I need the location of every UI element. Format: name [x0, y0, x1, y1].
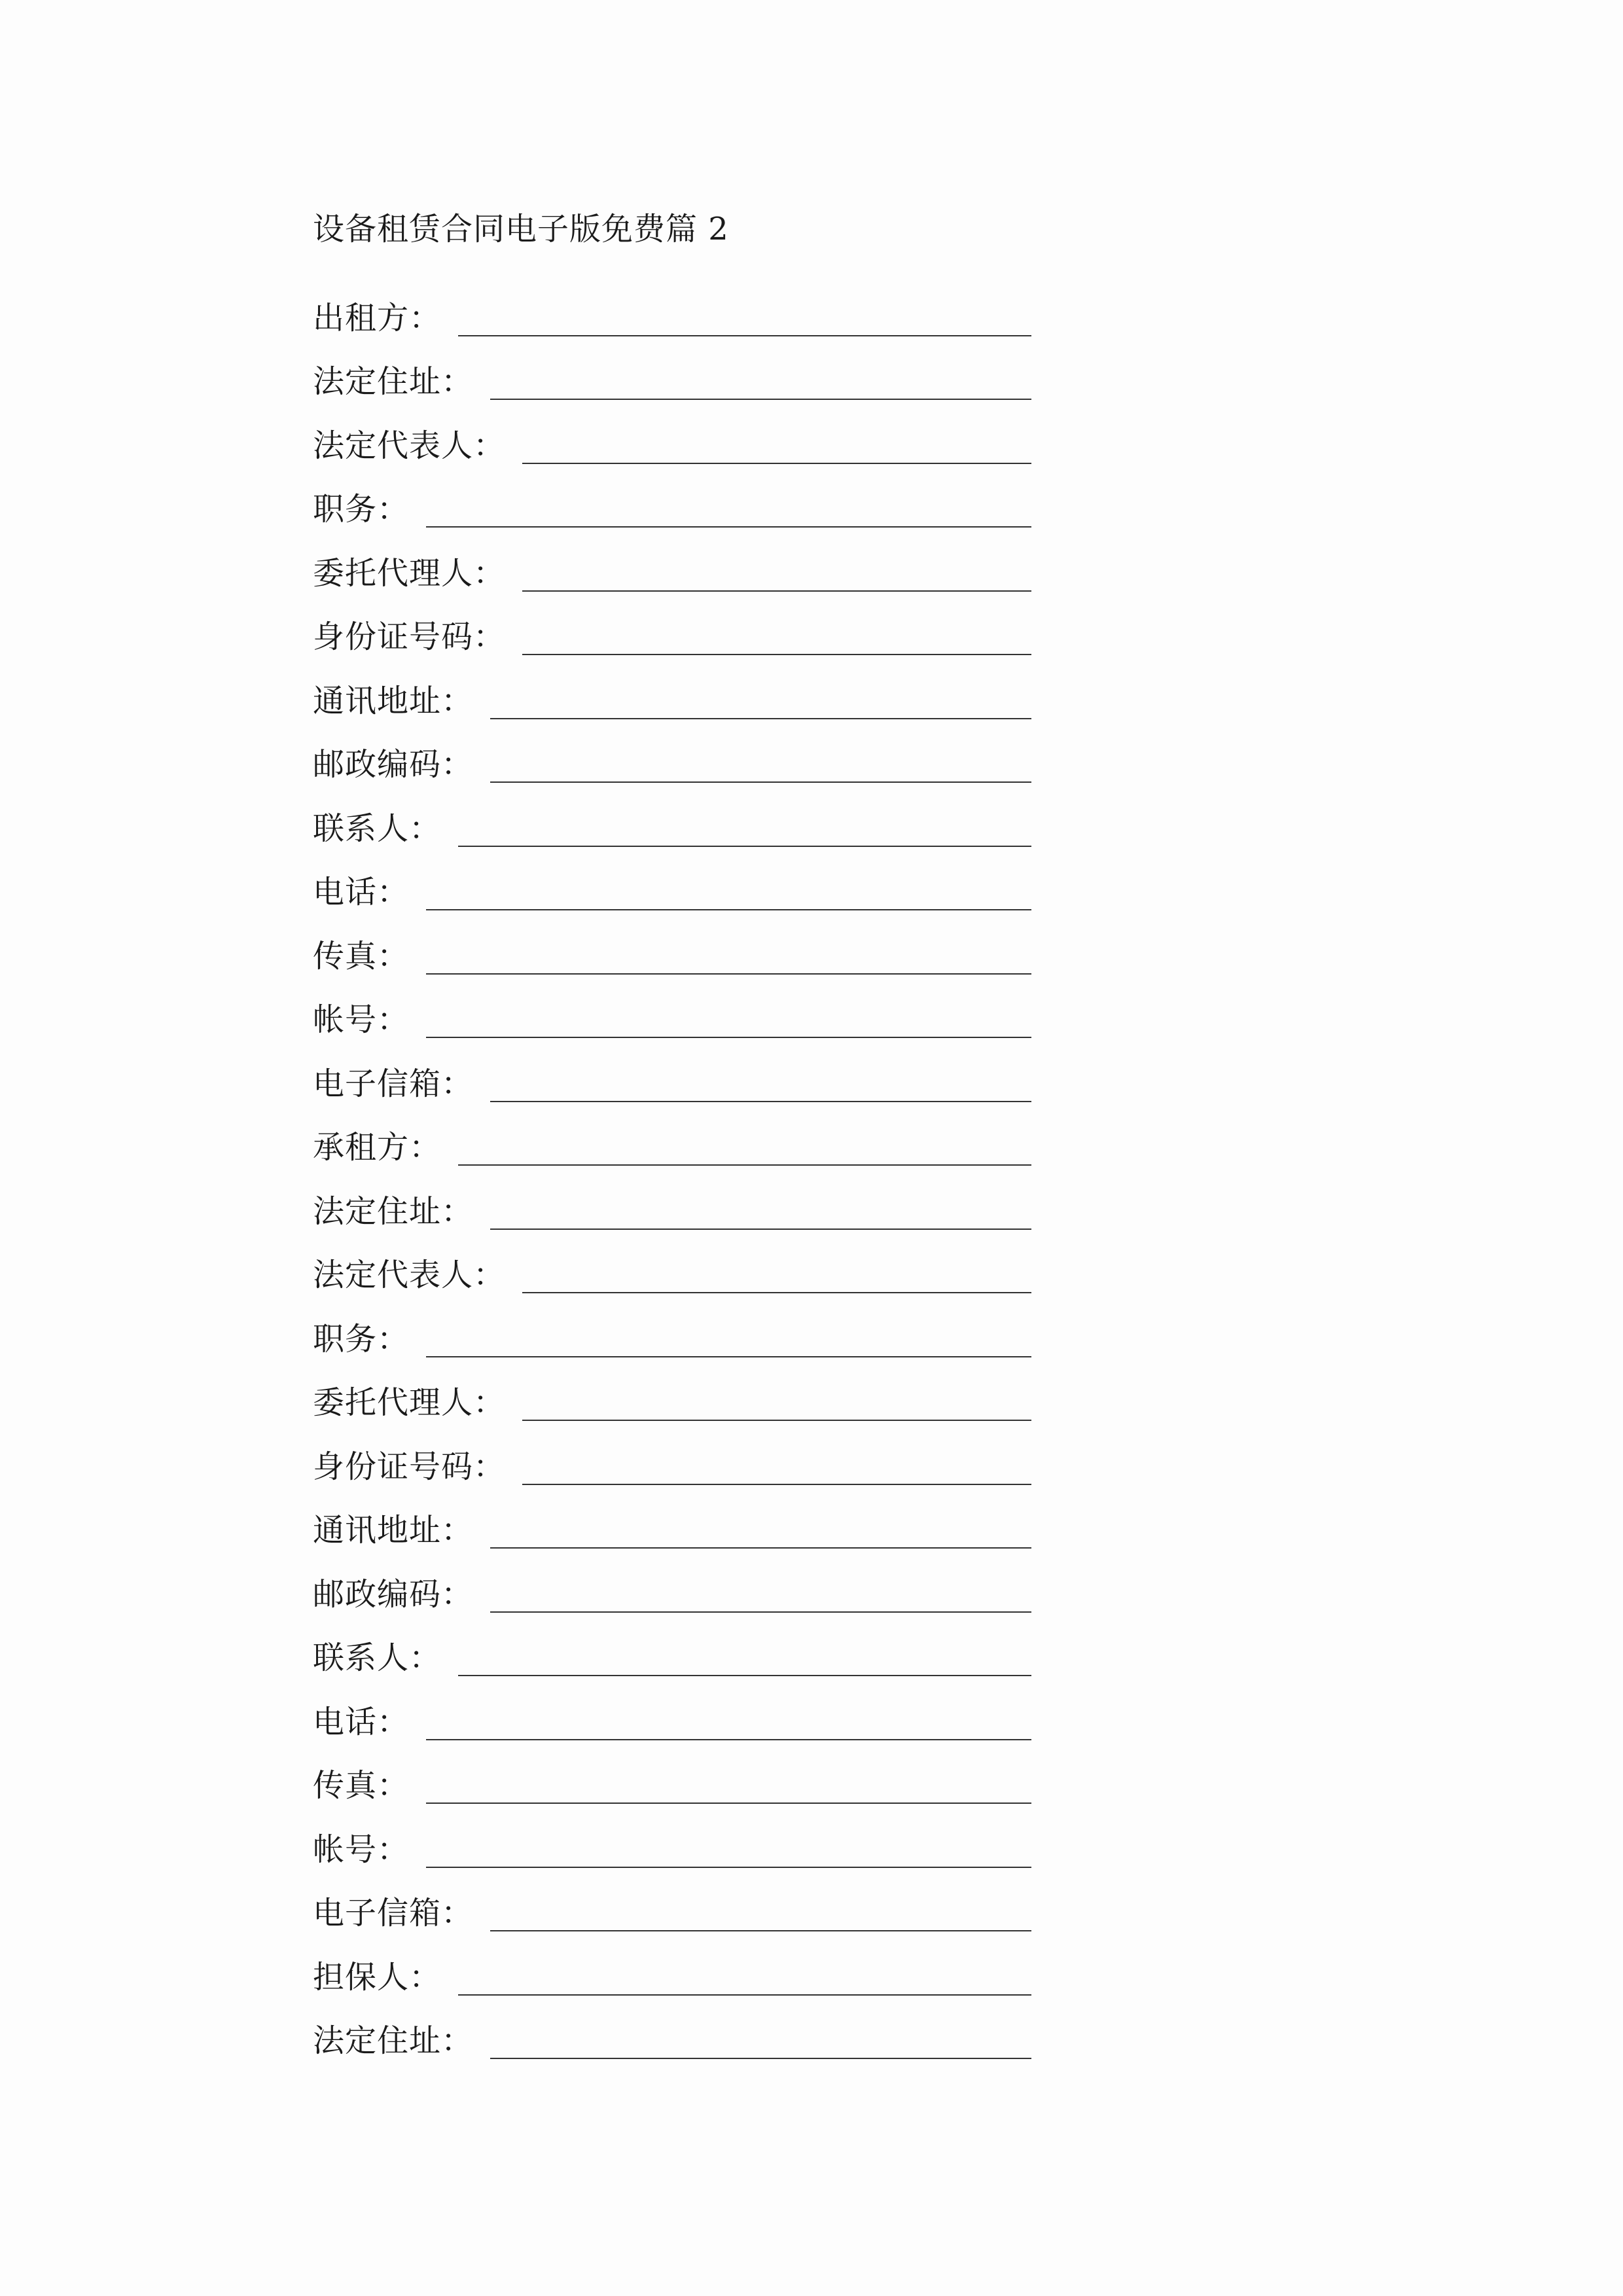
- fill-in-blank-line[interactable]: [426, 909, 1031, 910]
- fill-in-blank-line[interactable]: [522, 1292, 1031, 1293]
- field-label: 法定住址：: [313, 2022, 474, 2059]
- fill-in-blank-line[interactable]: [426, 1867, 1031, 1868]
- field-label: 委托代理人：: [313, 1384, 506, 1421]
- fill-in-blank-line[interactable]: [490, 2058, 1031, 2059]
- form-field-row: [313, 658, 1031, 722]
- field-label: 联系人：: [313, 1640, 442, 1676]
- field-label: 电话：: [313, 1703, 410, 1740]
- field-label: 帐号：: [313, 1001, 410, 1038]
- field-label: 邮政编码：: [313, 746, 474, 783]
- form-field-row: [313, 339, 1031, 403]
- field-label: 传真：: [313, 1767, 410, 1804]
- form-fields: [313, 275, 1031, 2062]
- fill-in-blank-line[interactable]: [426, 526, 1031, 528]
- fill-in-blank-line[interactable]: [490, 781, 1031, 783]
- field-label: 法定代表人：: [313, 427, 506, 464]
- field-label: 通讯地址：: [313, 682, 474, 719]
- form-field-row: [313, 722, 1031, 786]
- field-label: 邮政编码：: [313, 1575, 474, 1613]
- fill-in-blank-line[interactable]: [522, 463, 1031, 464]
- field-label: 委托代理人：: [313, 554, 506, 592]
- field-label: 职务：: [313, 1320, 410, 1357]
- fill-in-blank-line[interactable]: [490, 1101, 1031, 1102]
- form-field-row: [313, 1679, 1031, 1743]
- form-field-row: [313, 977, 1031, 1041]
- fill-in-blank-line[interactable]: [458, 1994, 1031, 1996]
- fill-in-blank-line[interactable]: [458, 335, 1031, 336]
- field-label: 传真：: [313, 937, 410, 975]
- field-label: 电子信箱：: [313, 1065, 474, 1102]
- form-field-row: [313, 785, 1031, 850]
- field-label: 法定住址：: [313, 363, 474, 400]
- form-field-row: [313, 467, 1031, 531]
- form-field-row: [313, 1360, 1031, 1424]
- fill-in-blank-line[interactable]: [490, 718, 1031, 719]
- form-field-row: [313, 594, 1031, 658]
- form-field-row: [313, 913, 1031, 977]
- form-field-row: [313, 1934, 1031, 1998]
- fill-in-blank-line[interactable]: [458, 846, 1031, 847]
- field-label: 出租方：: [313, 299, 442, 336]
- form-field-row: [313, 1615, 1031, 1679]
- fill-in-blank-line[interactable]: [490, 399, 1031, 400]
- field-label: 职务：: [313, 491, 410, 528]
- form-field-row: [313, 1871, 1031, 1935]
- field-label: 帐号：: [313, 1831, 410, 1868]
- form-field-row: [313, 1424, 1031, 1488]
- form-field-row: [313, 850, 1031, 914]
- form-field-row: [313, 1041, 1031, 1105]
- form-field-row: [313, 403, 1031, 467]
- form-field-row: [313, 1998, 1031, 2062]
- field-label: 身份证号码：: [313, 619, 506, 655]
- form-field-row: [313, 1105, 1031, 1169]
- fill-in-blank-line[interactable]: [426, 1356, 1031, 1357]
- fill-in-blank-line[interactable]: [522, 590, 1031, 592]
- field-label: 电话：: [313, 874, 410, 910]
- document-title: 设备租赁合同电子版免费篇 2: [313, 211, 729, 247]
- form-field-row: [313, 530, 1031, 594]
- form-field-row: [313, 1168, 1031, 1232]
- form-field-row: [313, 1551, 1031, 1615]
- fill-in-blank-line[interactable]: [490, 1229, 1031, 1230]
- fill-in-blank-line[interactable]: [426, 1739, 1031, 1740]
- field-label: 身份证号码：: [313, 1448, 506, 1485]
- form-field-row: [313, 1296, 1031, 1360]
- fill-in-blank-line[interactable]: [458, 1164, 1031, 1166]
- field-label: 电子信箱：: [313, 1895, 474, 1931]
- fill-in-blank-line[interactable]: [522, 1420, 1031, 1421]
- fill-in-blank-line[interactable]: [490, 1611, 1031, 1613]
- fill-in-blank-line[interactable]: [426, 973, 1031, 975]
- form-field-row: [313, 1488, 1031, 1552]
- field-label: 承租方：: [313, 1129, 442, 1166]
- form-field-row: [313, 1743, 1031, 1807]
- fill-in-blank-line[interactable]: [458, 1675, 1031, 1676]
- fill-in-blank-line[interactable]: [490, 1930, 1031, 1931]
- fill-in-blank-line[interactable]: [490, 1547, 1031, 1549]
- form-field-row: [313, 1232, 1031, 1297]
- field-label: 法定代表人：: [313, 1257, 506, 1293]
- field-label: 联系人：: [313, 810, 442, 847]
- form-field-row: [313, 275, 1031, 339]
- fill-in-blank-line[interactable]: [522, 1484, 1031, 1485]
- field-label: 担保人：: [313, 1958, 442, 1996]
- form-field-row: [313, 1806, 1031, 1871]
- fill-in-blank-line[interactable]: [522, 654, 1031, 655]
- field-label: 法定住址：: [313, 1193, 474, 1230]
- fill-in-blank-line[interactable]: [426, 1803, 1031, 1804]
- fill-in-blank-line[interactable]: [426, 1037, 1031, 1038]
- field-label: 通讯地址：: [313, 1512, 474, 1549]
